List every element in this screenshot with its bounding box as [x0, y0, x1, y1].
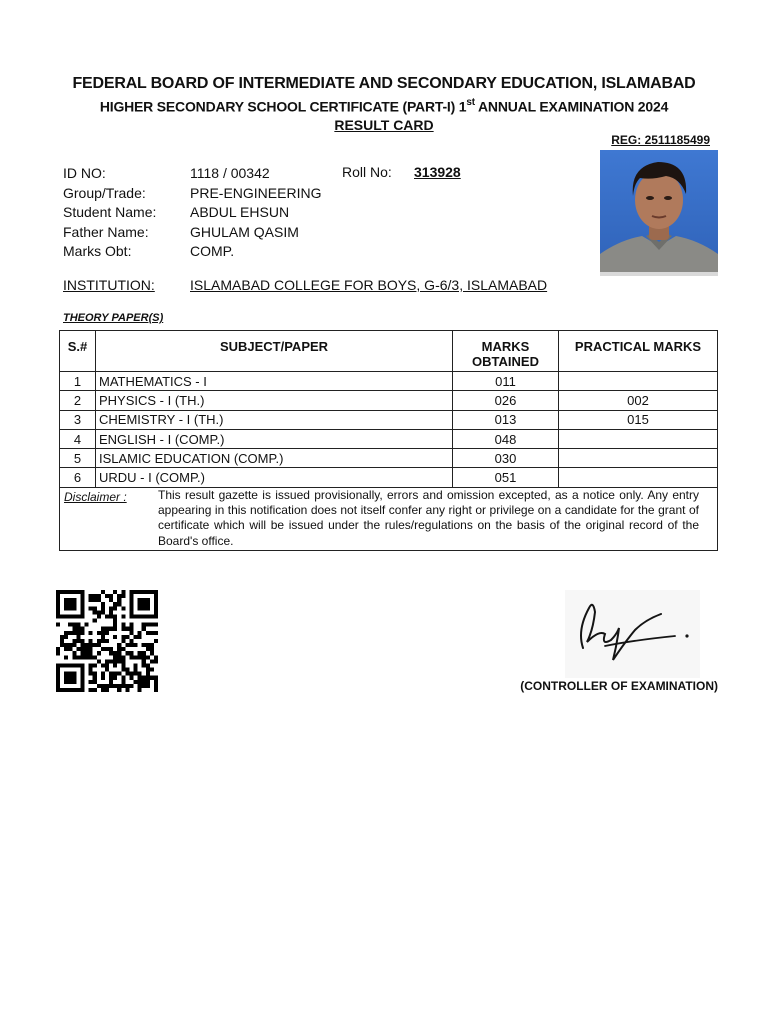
row-subject: URDU - I (COMP.): [96, 468, 453, 487]
group-label: Group/Trade:: [63, 184, 146, 201]
marks-value: COMP.: [190, 243, 235, 259]
row-subject: PHYSICS - I (TH.): [96, 391, 453, 410]
row-practical: 002: [559, 391, 718, 410]
row-practical: [559, 468, 718, 487]
student-info: [63, 164, 342, 262]
disclaimer-text: This result gazette is issued provisionally, errors and omission excepted, as a notice only. Any entry appearing in this notification does not itself confer any right or privilege on a candidate for the grant of certificate which will be issued under the rules/regulations on the basis of the original record of the Board's office.: [158, 488, 699, 548]
header-sno: S.#: [60, 331, 96, 372]
father-name-label: Father Name:: [63, 223, 149, 240]
student-name-row: [63, 203, 342, 223]
table-header-row: [60, 331, 718, 372]
signature-icon: [565, 590, 700, 678]
marks-label: Marks Obt:: [63, 243, 132, 259]
disclaimer-label: Disclaimer :: [64, 490, 127, 504]
result-card-title: RESULT CARD: [334, 117, 434, 133]
row-marks: 026: [453, 391, 559, 410]
row-subject: MATHEMATICS - I: [96, 372, 453, 391]
row-practical: 015: [559, 410, 718, 429]
marks-row: [63, 242, 342, 262]
row-practical: [559, 372, 718, 391]
id-row: [63, 164, 342, 184]
student-photo: [600, 150, 718, 276]
table-row: [60, 391, 718, 410]
header-subject: SUBJECT/PAPER: [96, 331, 453, 372]
result-table: [59, 330, 718, 488]
id-value: 1118 / 00342: [190, 165, 270, 181]
header-marks-line2: OBTAINED: [472, 354, 539, 369]
row-sno: 2: [60, 391, 96, 410]
registration-number: REG: 2511185499: [611, 133, 710, 147]
row-subject: ENGLISH - I (COMP.): [96, 429, 453, 448]
row-marks: 011: [453, 372, 559, 391]
row-practical: [559, 449, 718, 468]
table-row: [60, 372, 718, 391]
row-sno: 3: [60, 410, 96, 429]
father-name-value: GHULAM QASIM: [190, 223, 299, 240]
exam-title-sup: st: [466, 97, 475, 108]
id-label: ID NO:: [63, 165, 106, 181]
exam-title-suffix: ANNUAL EXAMINATION 2024: [474, 98, 669, 115]
roll-value: 313928: [414, 164, 461, 180]
group-row: [63, 184, 342, 204]
row-subject: ISLAMIC EDUCATION (COMP.): [96, 449, 453, 468]
exam-title: [0, 98, 768, 115]
row-subject: CHEMISTRY - I (TH.): [96, 410, 453, 429]
roll-label: Roll No:: [342, 164, 392, 180]
controller-of-examination: (CONTROLLER OF EXAMINATION): [520, 679, 718, 693]
header-marks-line1: MARKS: [481, 339, 530, 354]
table-row: [60, 468, 718, 487]
student-name-value: ABDUL EHSUN: [190, 204, 290, 220]
row-marks: 051: [453, 468, 559, 487]
row-marks: 048: [453, 429, 559, 448]
group-value: PRE-ENGINEERING: [190, 184, 322, 201]
board-title: FEDERAL BOARD OF INTERMEDIATE AND SECONDARY EDUCATION, ISLAMABAD: [72, 75, 696, 92]
table-row: [60, 429, 718, 448]
row-marks: 030: [453, 449, 559, 468]
row-sno: 1: [60, 372, 96, 391]
exam-title-prefix: HIGHER SECONDARY SCHOOL CERTIFICATE (PART-I) 1: [99, 98, 467, 115]
row-sno: 5: [60, 449, 96, 468]
student-name-label: Student Name:: [63, 204, 157, 220]
row-sno: 4: [60, 429, 96, 448]
qr-code-icon: [56, 590, 158, 692]
header-marks: [453, 331, 559, 372]
theory-heading: THEORY PAPER(S): [63, 312, 164, 324]
row-marks: 013: [453, 410, 559, 429]
father-name-row: [63, 223, 342, 243]
table-row: [60, 449, 718, 468]
header-practical: PRACTICAL MARKS: [559, 331, 718, 372]
disclaimer-box: [59, 488, 718, 551]
institution-label: INSTITUTION:: [63, 277, 155, 293]
row-sno: 6: [60, 468, 96, 487]
table-row: [60, 410, 718, 429]
institution-value: ISLAMABAD COLLEGE FOR BOYS, G-6/3, ISLAMABAD: [190, 277, 548, 293]
row-practical: [559, 429, 718, 448]
